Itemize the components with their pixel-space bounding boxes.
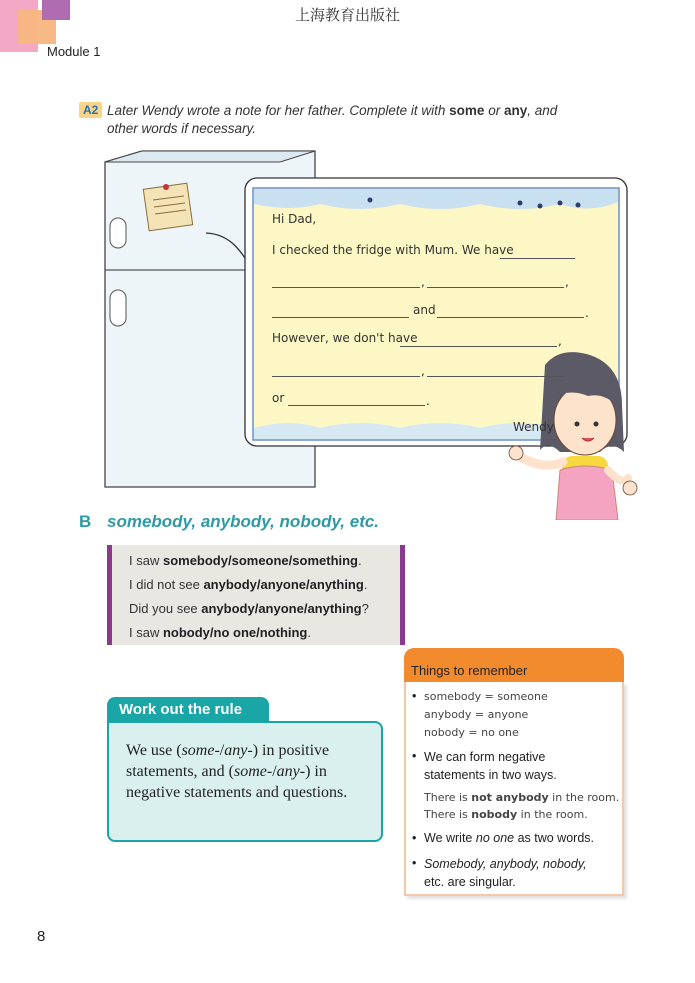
fridge-scene-illustration bbox=[0, 140, 695, 520]
period: . bbox=[585, 306, 589, 320]
publisher-name: 上海教育出版社 bbox=[294, 6, 400, 24]
note-signature: Wendy bbox=[513, 420, 554, 434]
period: . bbox=[426, 394, 430, 408]
page-number: 8 bbox=[37, 928, 46, 945]
rule-box bbox=[107, 721, 383, 842]
remember-negative-examples: There is not anybody in the room. There is nobody in the room. bbox=[424, 791, 620, 821]
answer-blank-2[interactable] bbox=[272, 287, 420, 288]
answer-blank-1[interactable] bbox=[500, 258, 575, 259]
answer-blank-3[interactable] bbox=[427, 287, 564, 288]
answer-blank-4[interactable] bbox=[272, 317, 409, 318]
note-greeting: Hi Dad, bbox=[272, 212, 317, 226]
answer-blank-7[interactable] bbox=[272, 376, 420, 377]
example-sentence: I did not see anybody/anyone/anything. bbox=[129, 577, 368, 592]
section-title: somebody, anybody, nobody, etc. bbox=[107, 512, 380, 531]
module-label: Module 1 bbox=[47, 44, 101, 59]
answer-blank-5[interactable] bbox=[437, 317, 584, 318]
comma: , bbox=[565, 275, 569, 289]
answer-blank-8[interactable] bbox=[427, 376, 564, 377]
remember-header bbox=[404, 648, 624, 682]
answer-blank-6[interactable] bbox=[400, 346, 557, 347]
comma: , bbox=[421, 364, 425, 378]
example-sentence: Did you see anybody/anyone/anything? bbox=[129, 601, 369, 616]
note-line-4: However, we don't have bbox=[272, 331, 418, 345]
comma: , bbox=[558, 334, 562, 348]
rule-tab-heading: Work out the rule bbox=[107, 697, 269, 723]
comma: , bbox=[421, 275, 425, 289]
section-letter: B bbox=[79, 512, 92, 531]
remember-box: • somebody = someone anybody = anyone nobody = no one • We can form negative statements in two ways. There is not anybody in the room. There is nobody in the room. • We write no one as two words. • Somebody, anybody, nobody, etc. are singular. bbox=[404, 682, 624, 896]
example-sentence: I saw somebody/someone/something. bbox=[129, 553, 362, 568]
remember-title: Things to remember bbox=[411, 663, 528, 678]
note-or: or bbox=[272, 391, 285, 405]
rule-text: We use (some-/any-) in positive statements, and (some-/any-) in negative statements and questions. bbox=[126, 742, 348, 801]
example-sentence: I saw nobody/no one/nothing. bbox=[129, 625, 312, 640]
exercise-instruction: Later Wendy wrote a note for her father. Complete it with some or any, and other words if necessary. bbox=[107, 103, 558, 136]
examples-box bbox=[107, 545, 405, 645]
exercise-badge: A2 bbox=[79, 102, 102, 118]
note-line-1: I checked the fridge with Mum. We have bbox=[272, 243, 514, 257]
answer-blank-9[interactable] bbox=[288, 405, 425, 406]
note-and: and bbox=[413, 303, 436, 317]
